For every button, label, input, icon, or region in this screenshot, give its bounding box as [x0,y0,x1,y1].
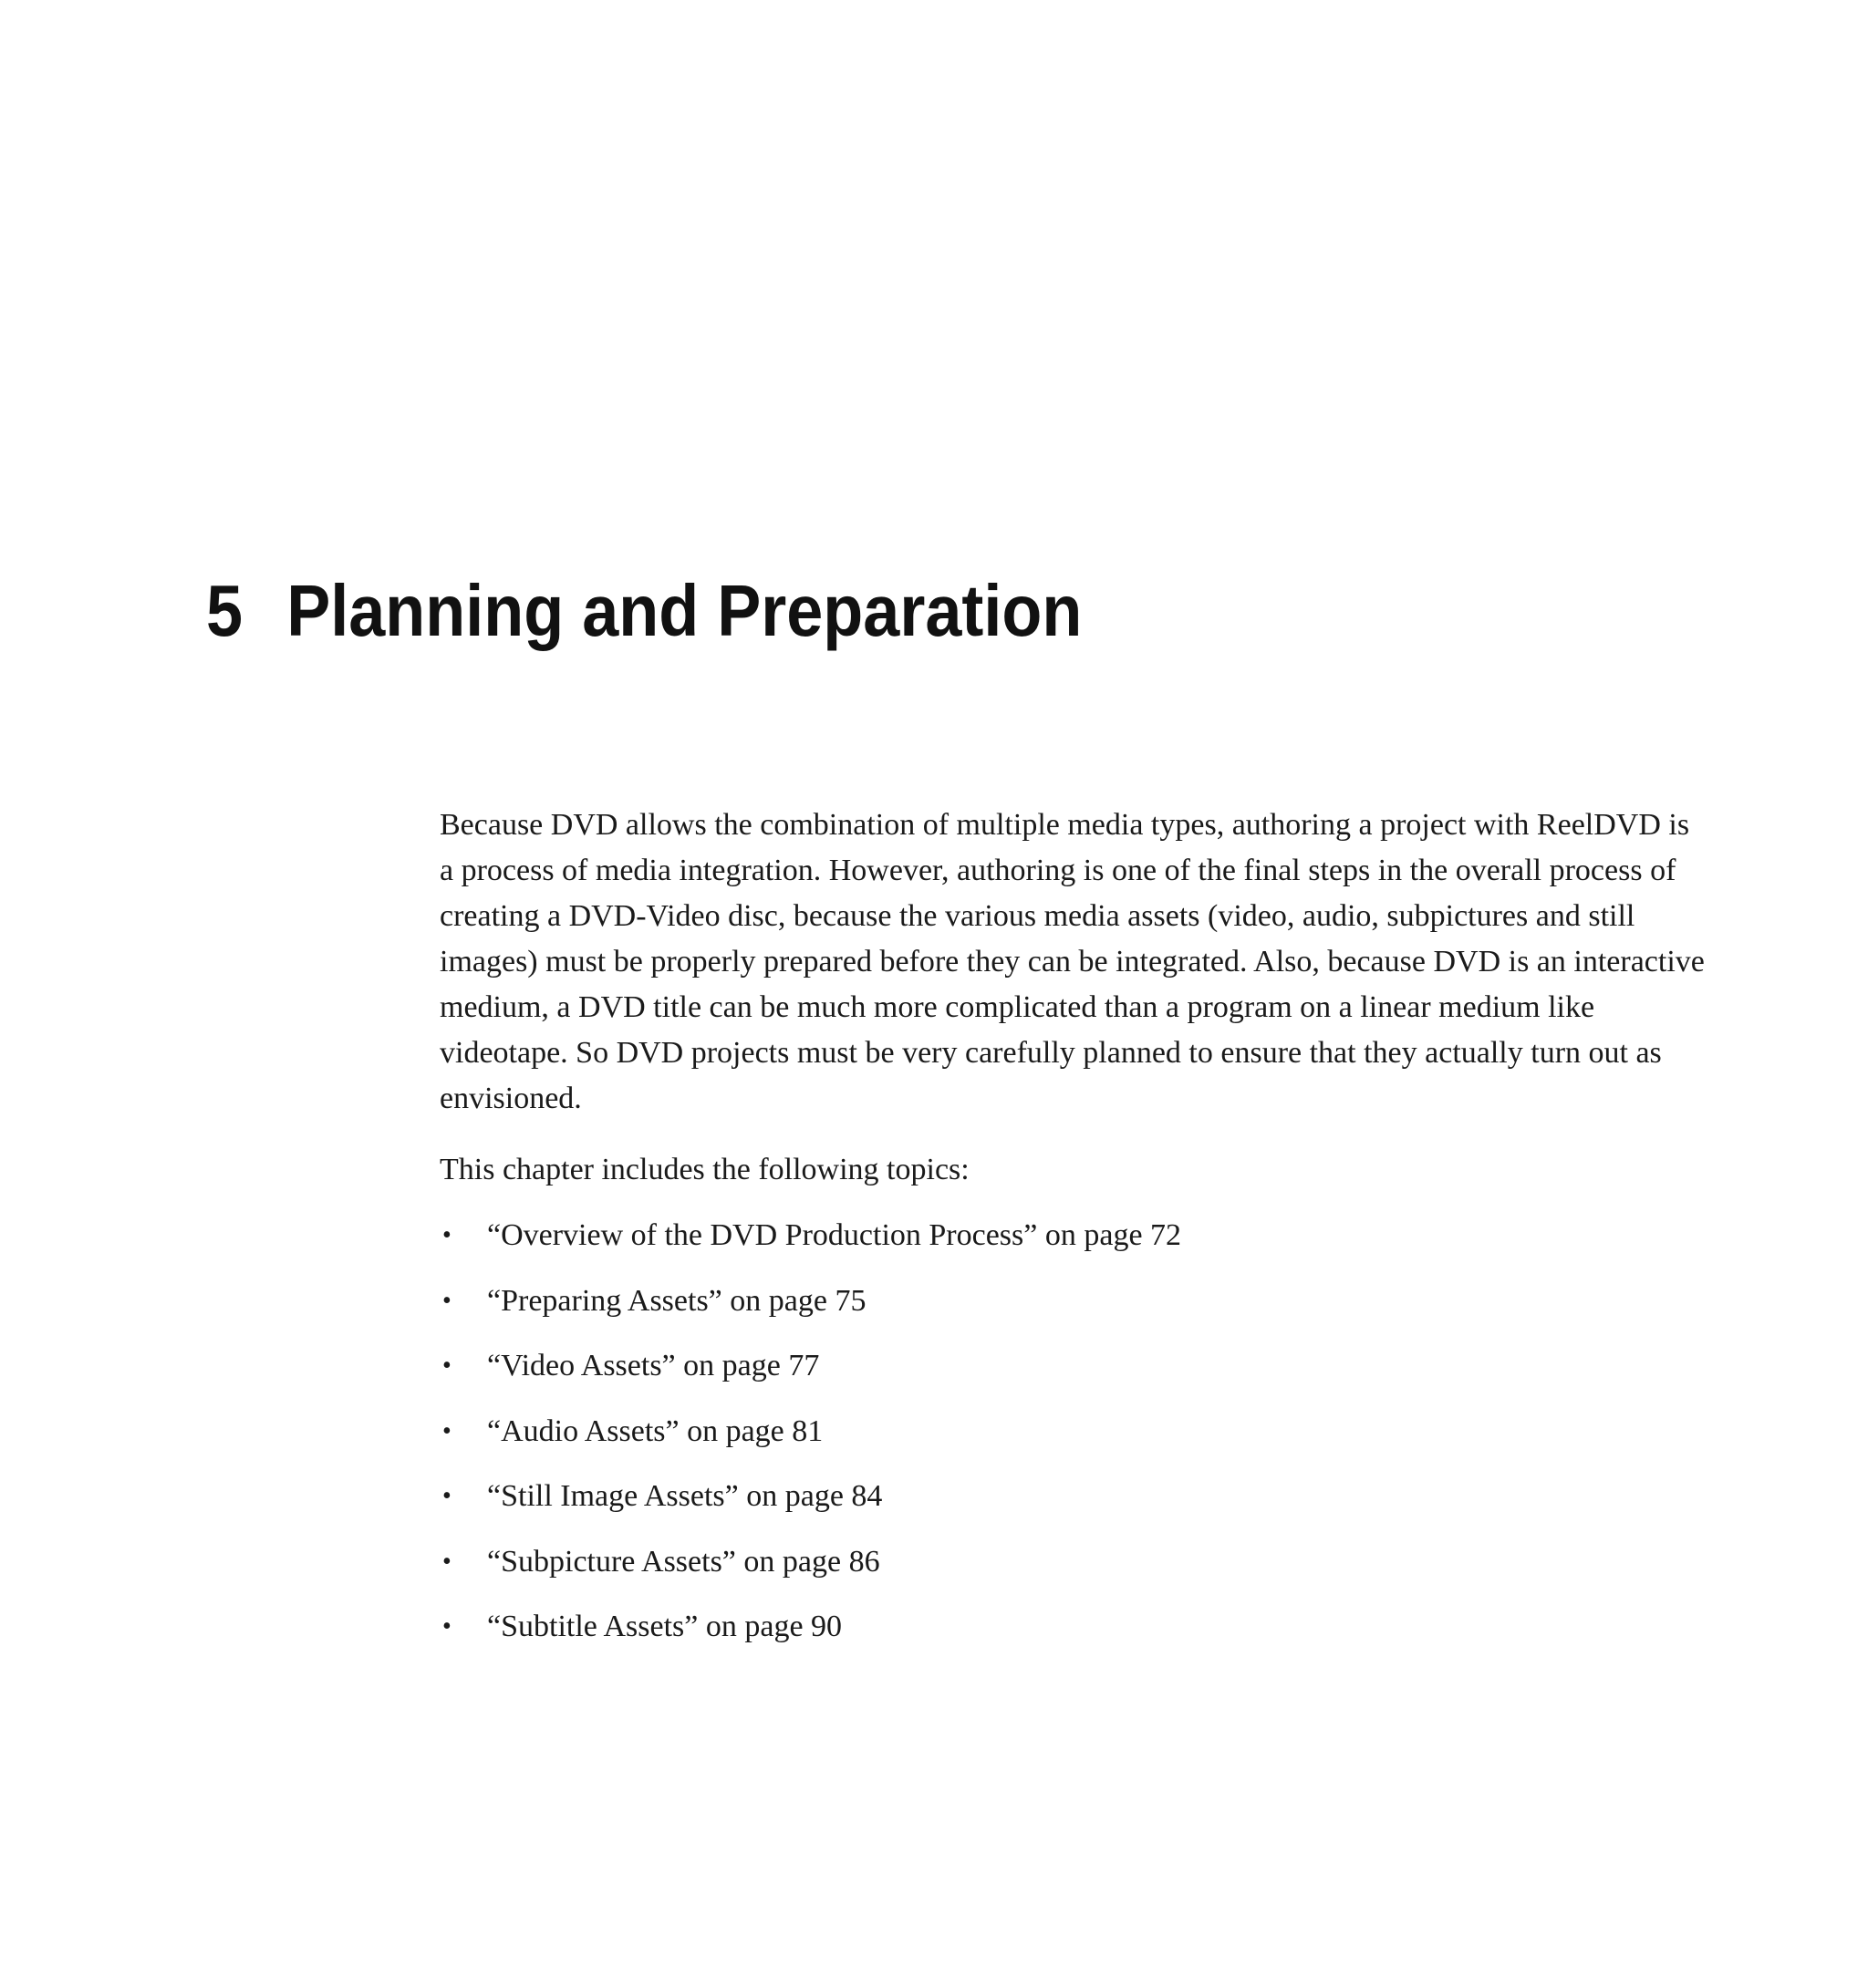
bullet-icon: • [442,1221,451,1249]
bullet-icon: • [442,1351,451,1380]
bullet-icon: • [442,1286,451,1315]
intro-paragraph: Because DVD allows the combination of multiple media types, authoring a project with ReelDVD is a process of media integration. However, authoring is one of the final steps in the overall process of creating a DVD-Video disc, because the various media assets (video, audio, subpictures and still images) must be properly prepared before they can be integrated. Also, because DVD is an interactive medium, a DVD title can be much more complicated than a program on a linear medium like videotape. So DVD projects must be very carefully planned to ensure that they actually turn out as envisioned. [440,808,1705,1115]
topic-link-overview[interactable]: “Overview of the DVD Production Process” on page 72 [487,1218,1182,1252]
topic-link-subtitle-assets[interactable]: “Subtitle Assets” on page 90 [487,1610,843,1643]
bullet-icon: • [442,1416,451,1445]
topic-link-preparing-assets[interactable]: “Preparing Assets” on page 75 [487,1283,867,1318]
topic-item [440,1604,1707,1670]
chapter-title: Planning and Preparation [286,570,1083,651]
topics-lead-in: This chapter includes the following topics: [440,1153,970,1186]
topic-item [440,1539,1707,1605]
topic-item [440,1279,1707,1344]
bullet-icon: • [442,1482,451,1510]
topic-item [440,1409,1707,1475]
topic-item [440,1343,1707,1409]
topic-link-still-image-assets[interactable]: “Still Image Assets” on page 84 [487,1479,883,1513]
chapter-number: 5 [206,570,244,651]
topic-item [440,1213,1707,1279]
chapter-heading [206,561,1082,661]
topic-item [440,1474,1707,1539]
topic-link-video-assets[interactable]: “Video Assets” on page 77 [487,1349,820,1382]
bullet-icon: • [442,1547,451,1576]
topic-link-subpicture-assets[interactable]: “Subpicture Assets” on page 86 [487,1544,880,1579]
topic-list [440,1213,1707,1670]
bullet-icon: • [442,1612,451,1641]
topic-link-audio-assets[interactable]: “Audio Assets” on page 81 [487,1413,824,1448]
chapter-intro-section [440,802,1707,1670]
